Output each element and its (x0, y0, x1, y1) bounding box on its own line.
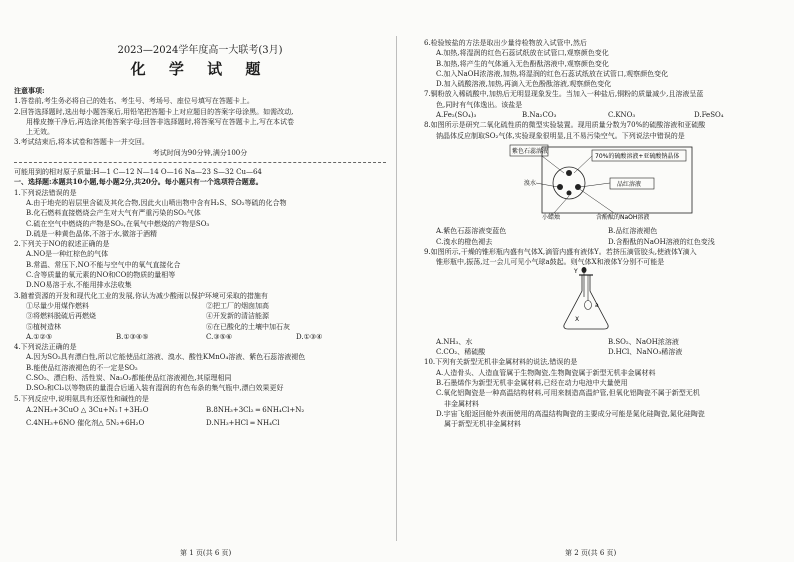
question-stem: 10.下列有关新型无机非金属材料的说法,错误的是 (424, 358, 578, 367)
option: C.加入NaOH浓溶液,加热,将湿润的红色石蕊试纸放在试管口,观察颜色变化 (436, 69, 669, 78)
option: B.品红溶液褪色 (608, 227, 658, 236)
option: 属于新型无机非金属材料 (444, 420, 521, 429)
measure-item: ②把工厂的烟囱加高 (206, 301, 269, 310)
label-x: X (575, 316, 580, 324)
question-stem: 钠晶体反应制取SO₂气体,实验现象很明显,且不易污染空气。下列说法中错误的是 (436, 131, 685, 140)
option: A.2NH₃+3CuO △ 3Cu+N₂↑+3H₂O (26, 405, 149, 414)
option: C.4NH₃+6NO 催化剂△ 5N₂+6H₂O (26, 418, 145, 427)
option: C.CO₂、稀硫酸 (436, 348, 486, 357)
question-stem: 3.随着资源的开发和现代化工业的发展,你认为减少酸雨以保护环境可采取的措施有 (14, 291, 268, 300)
label-naoh: 含酚酞的NaOH溶液 (596, 213, 650, 221)
option: D.NH₃+HCl ═ NH₄Cl (206, 418, 280, 427)
section-heading: 一、选择题:本题共10小题,每小题2分,共20分。每小题只有一个选项符合题意。 (14, 177, 263, 187)
option: C.KNO₃ (608, 111, 636, 120)
question-6 (424, 38, 780, 89)
question-7 (424, 89, 780, 120)
label-litmus: 紫色石蕊溶液 (512, 147, 549, 155)
question-stem: 色,同时有气体逸出。该盐是 (436, 100, 523, 109)
option-grid (424, 226, 780, 247)
exam-title: 2023—2024学年度高一大联考(3月) (117, 45, 283, 56)
option: C.③⑤⑥ (206, 332, 233, 341)
dashed-rule (14, 162, 386, 163)
option: D.含酚酞的NaOH溶液的红色变浅 (608, 237, 715, 246)
option-grid (424, 337, 780, 358)
question-9 (424, 247, 780, 357)
measure-item: ⑥在已酸化的土壤中加石灰 (206, 322, 290, 331)
microscale-apparatus-figure (424, 141, 780, 223)
label-acid: 70%的硫酸溶液+亚硫酸钠晶体 (595, 152, 680, 160)
option: B.能使品红溶液褪色的不一定是SO₂ (26, 363, 138, 372)
option: A.加热,将湿润的红色石蕊试纸放在试管口,观察颜色变化 (436, 49, 609, 58)
subject-title: 化 学 试 题 (130, 60, 270, 78)
option: A.①②⑤ (26, 332, 53, 341)
question-3 (14, 291, 386, 342)
measure-item: ③将燃料脱硫后再燃烧 (26, 312, 96, 321)
question-stem: 4.下列说法正确的是 (14, 343, 77, 352)
option: A.因为SO₂具有漂白性,所以它能使品红溶液、溴水、酸性KMnO₄溶液、紫色石蕊溶液褪色 (26, 353, 306, 362)
option: A.Fe₂(SO₄)₃ (436, 111, 477, 120)
option: A.由于地壳的岩层里含硫及其化合物,因此火山喷出物中含有H₂S、SO₂等硫的化合物 (26, 198, 287, 207)
page-number-1: 第 1 页(共 6 页) (180, 549, 232, 557)
notice-item: 用橡皮擦干净后,再选涂其他答案字母;回答非选择题时,将答案写在答题卡上,写在本试卷 (26, 117, 295, 126)
option: A.人造骨头、人造血管属于生物陶瓷,生物陶瓷属于新型无机非金属材料 (436, 368, 656, 377)
page-divider (396, 36, 397, 541)
question-stem: 6.检验铵盐的方法是取出少量待检物放入试管中,然后 (424, 39, 587, 47)
exam-time: 考试时间为90分钟,满分100分 (152, 148, 248, 157)
question-stem: 5.下列反应中,说明氨具有还原性和碱性的是 (14, 394, 149, 403)
flask-balloon-figure (424, 267, 780, 333)
option: B.常温、常压下,NO不能与空气中的氧气直接化合 (26, 260, 181, 269)
question-stem: 7.铜粉放入稀硫酸中,加热后无明显现象发生。当加入一种盐后,铜粉的质量减少,且溶液呈蓝 (424, 90, 704, 99)
option: C.含等质量的氧元素的NO和CO的物质的量相等 (26, 271, 176, 280)
page-2 (424, 38, 780, 429)
option: D.HCl、NaNO₃稀溶液 (608, 348, 683, 357)
question-stem: 2.下列关于NO的叙述正确的是 (14, 240, 110, 249)
label-magenta: 品红溶液 (617, 180, 642, 188)
option: B.①③④⑤ (116, 332, 149, 341)
question-1 (14, 188, 386, 239)
question-4 (14, 342, 386, 393)
atomic-masses: 可能用到的相对原子质量:H—1 C—12 N—14 O—16 Na—23 S—32 Cu—64 (14, 168, 262, 177)
option: A.紫色石蕊溶液变蓝色 (436, 227, 507, 236)
option-row (14, 332, 386, 342)
question-8 (424, 120, 780, 246)
question-10 (424, 357, 780, 429)
question-2 (14, 239, 386, 290)
measure-item: ①尽量少用煤作燃料 (26, 301, 89, 310)
option: C.溴水的橙色褪去 (436, 237, 493, 246)
question-stem: 锥形瓶中,振荡,过一会儿可见小气球a鼓起。则气体X和液体Y分别不可能是 (436, 258, 665, 267)
question-stem: 8.如图所示是研究二氧化硫性质的微型实验装置。现用质量分数为70%的硫酸溶液和亚硫酸 (424, 121, 706, 130)
option: D.宇宙飞船返回舱外表面使用的高温结构陶瓷的主要成分可能是氮化硅陶瓷,氮化硅陶瓷 (436, 409, 705, 418)
page-number-2: 第 2 页(共 6 页) (565, 549, 617, 557)
option: D.FeSO₄ (694, 111, 724, 120)
option: D.SO₂和Cl₂以等物质的量混合后通入装有湿润的有色布条的集气瓶中,漂白效果更好 (26, 384, 284, 393)
notice-heading: 注意事项: (14, 86, 45, 95)
question-stem: 1.下列说法错误的是 (14, 188, 77, 197)
question-stem: 9.如图所示,干燥的锥形瓶内盛有气体X,滴管内盛有液体Y。若挤压滴管胶头,使液体Y滴入 (424, 247, 697, 256)
notice-item: 1.答卷前,考生务必将自己的姓名、考生号、考场号、座位号填写在答题卡上。 (14, 97, 254, 106)
measure-item: ④开发新的清洁能源 (206, 312, 269, 321)
notice-item: 3.考试结束后,将本试卷和答题卡一并交回。 (14, 138, 149, 147)
label-a: a (595, 302, 599, 310)
option-row (424, 110, 780, 120)
option: A.NH₃、水 (436, 337, 473, 346)
measure-item: ⑤植树造林 (26, 322, 61, 331)
option: B.化石燃料直接燃烧会产生对大气有严重污染的SO₂气体 (26, 209, 201, 218)
option: C.SO₂、漂白粉、活性炭、Na₂O₂都能使品红溶液褪色,其原理相同 (26, 374, 232, 383)
option: B.8NH₃+3Cl₂ ═ 6NH₄Cl+N₂ (206, 405, 305, 414)
option: D.加入硫酸溶液,加热,再滴入无色酚酞溶液,观察颜色变化 (436, 80, 612, 89)
option: C.硫在空气中燃烧的产物是SO₂,在氧气中燃烧的产物是SO₃ (26, 219, 210, 228)
label-bromine-water: 溴水 (524, 179, 537, 187)
question-5 (14, 394, 386, 430)
notice-item: 2.回答选择题时,选出每小题答案后,用铅笔把答题卡上对应题目的答案字母涂黑。如需改动, (14, 107, 294, 116)
option: 非金属材料 (444, 399, 479, 408)
label-y: Y (574, 268, 578, 276)
option: B.SO₂、NaOH浓溶液 (608, 337, 679, 346)
page-1 (14, 38, 386, 430)
option: C.氧化铝陶瓷是一种高温结构材料,可用来制造高温炉管,但氧化铝陶瓷不属于新型无机 (436, 389, 700, 398)
label-candle: 小蜡烛 (542, 213, 561, 221)
option-grid (14, 404, 386, 430)
option: A.NO是一种红棕色的气体 (26, 250, 109, 259)
option: D.硫是一种黄色晶体,不溶于水,微溶于酒精 (26, 229, 158, 238)
notice-item: 上无效。 (26, 128, 54, 137)
option: D.NO易溶于水,不能用排水法收集 (26, 281, 132, 290)
option: B.加热,将产生的气体通入无色酚酞溶液中,观察颜色变化 (436, 59, 609, 68)
option: D.①③④ (296, 332, 323, 341)
option: B.Na₂CO₃ (522, 111, 557, 120)
option: B.石墨烯作为新型无机非金属材料,已经在动力电池中大量使用 (436, 378, 628, 387)
measure-list (14, 301, 386, 332)
